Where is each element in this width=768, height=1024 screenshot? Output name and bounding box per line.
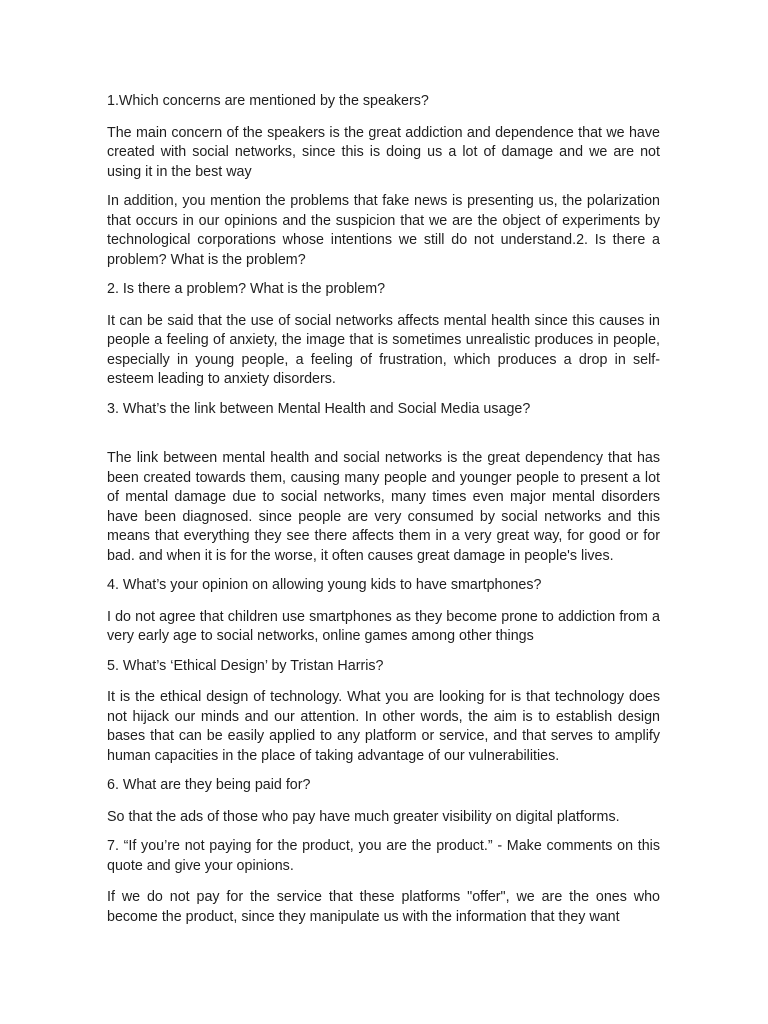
answer-1a: The main concern of the speakers is the great addiction and dependence that we have created with social networks, since this is doing us a lot of damage and we are not using it in the best way [107, 124, 660, 180]
question-4: 4. What’s your opinion on allowing young kids to have smartphones? [107, 577, 542, 593]
answer-3: The link between mental health and social networks is the great dependency that has been created towards them, causing many people and younger people to present a lot of mental damage due to social networks, many times even major mental disorders have been diagnosed. since people are very consumed by social networks and this means that everything they see there affects them in a very great way, for good or for bad. and when it is for the worse, it often causes great damage in people's lives. [107, 450, 660, 564]
question-1: 1.Which concerns are mentioned by the speakers? [107, 93, 429, 109]
answer-6: So that the ads of those who pay have much greater visibility on digital platforms. [107, 808, 620, 825]
answer-7: If we do not pay for the service that these platforms "offer", we are the ones who become the product, since they manipulate us with the information that they want [107, 889, 660, 925]
question-2: 2. Is there a problem? What is the problem? [107, 281, 386, 297]
answer-4: I do not agree that children use smartphones as they become prone to addiction from a very early age to social networks, online games among other things [107, 608, 660, 644]
question-3: 3. What’s the link between Mental Health and Social Media usage? [107, 400, 531, 417]
question-5: 5. What’s ‘Ethical Design’ by Tristan Harris? [107, 657, 384, 674]
question-7: 7. “If you’re not paying for the product, you are the product.” - Make comments on this quote and give your opinions. [107, 838, 660, 874]
document-page [107, 92, 660, 937]
answer-2: It can be said that the use of social networks affects mental health since this causes in people a feeling of anxiety, the image that is sometimes unrealistic produces in people, especially in young people, a feeling of frustration, which produces a drop in self-esteem leading to anxiety disorders. [107, 312, 660, 387]
answer-5: It is the ethical design of technology. What you are looking for is that technology does not hijack our minds and our attention. In other words, the aim is to establish design bases that can be easily applied to any platform or service, and that serves to amplify human capacities in the place of taking advantage of our vulnerabilities. [107, 689, 660, 764]
question-6: 6. What are they being paid for? [107, 777, 311, 793]
answer-1b: In addition, you mention the problems that fake news is presenting us, the polarization that occurs in our opinions and the suspicion that we are the object of experiments by technological corporations whose intentions we still do not understand.2. Is there a problem? What is the problem? [107, 193, 660, 268]
